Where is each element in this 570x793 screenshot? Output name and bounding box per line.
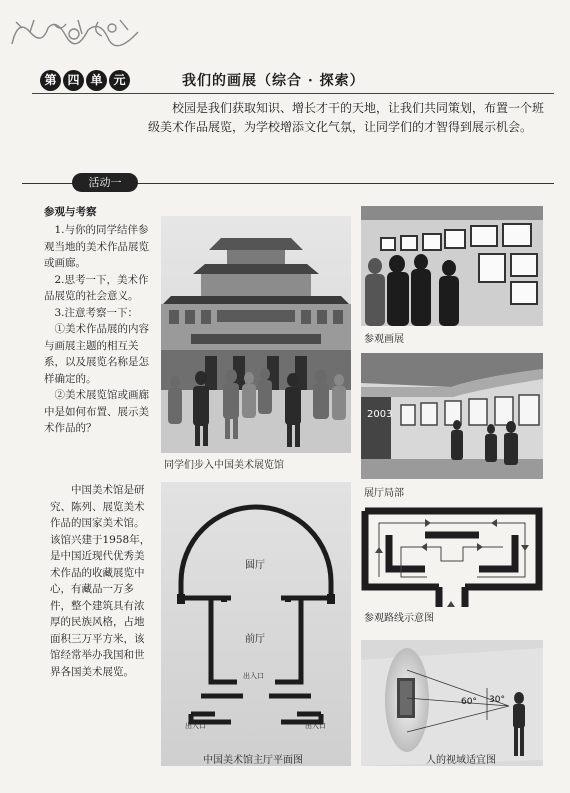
activity-label: 活动一	[72, 173, 138, 192]
vision-angle-60: 60°	[461, 697, 477, 707]
plan-label-entrance-right: 出入口	[305, 722, 326, 730]
plan-label-round-hall: 圆厅	[245, 560, 265, 571]
museum-photo	[161, 216, 351, 453]
sidebar-item: 3.注意考察一下：	[54, 306, 139, 319]
plan-label-front-hall: 前厅	[245, 634, 265, 645]
svg-text:2003: 2003	[367, 409, 393, 420]
unit-title: 我们的画展（综合 · 探索）	[182, 73, 365, 89]
floor-plan-caption: 中国美术馆主厅平面图	[203, 755, 303, 766]
plan-label-entrance-left: 出入口	[185, 722, 206, 730]
unit-badge-char: 元	[109, 70, 130, 91]
vision-angle-30: 30°	[489, 695, 505, 705]
sidebar-item: ①美术作品展的内容与画展主题的相互关系，以及展览名称是怎样确定的。	[44, 323, 149, 385]
sidebar-item: 2.思考一下，美术作品展览的社会意义。	[44, 273, 149, 302]
vision-diagram	[361, 640, 543, 766]
visit-photo-caption: 参观画展	[364, 334, 404, 345]
museum-description: 中国美术馆是研究、陈列、展览美术作品的国家美术馆。该馆兴建于1958年，是中国近现代优秀美术作品的收藏展览中心，有藏品一万多件，整个建筑具有浓厚的民族风格，占地面积三万平方米，该馆经常举办我国和世界各国美术展览。	[50, 484, 151, 678]
sidebar-item: ②美术展览馆或画廊中是如何布置、展示美术作品的？	[44, 389, 149, 434]
hall-photo-caption: 展厅局部	[364, 488, 404, 499]
visit-photo	[361, 206, 543, 326]
unit-badge-char: 单	[86, 70, 107, 91]
sidebar-item: 1.与你的同学结伴参观当地的美术作品展览或画廊。	[44, 224, 149, 269]
floor-plan	[161, 482, 351, 766]
museum-photo-caption: 同学们步入中国美术展览馆	[164, 460, 284, 471]
header-divider	[32, 93, 554, 94]
unit-badge-char: 四	[63, 70, 84, 91]
route-diagram	[361, 507, 543, 607]
sidebar-heading: 参观与考察	[44, 206, 97, 218]
plan-label-entrance-main: 出入口	[243, 672, 264, 680]
hall-photo	[361, 353, 543, 479]
sidebar-list	[44, 222, 154, 437]
corner-ornament	[8, 14, 143, 50]
intro-paragraph: 校园是我们获取知识、增长才干的天地，让我们共同策划，布置一个班级美术作品展览，为学校增添文化气氛，让同学们的才智得到展示机会。	[148, 101, 545, 134]
vision-diagram-caption: 人的视域适宜图	[426, 755, 496, 766]
route-diagram-caption: 参观路线示意图	[364, 613, 434, 624]
unit-badge-char: 第	[40, 70, 61, 91]
